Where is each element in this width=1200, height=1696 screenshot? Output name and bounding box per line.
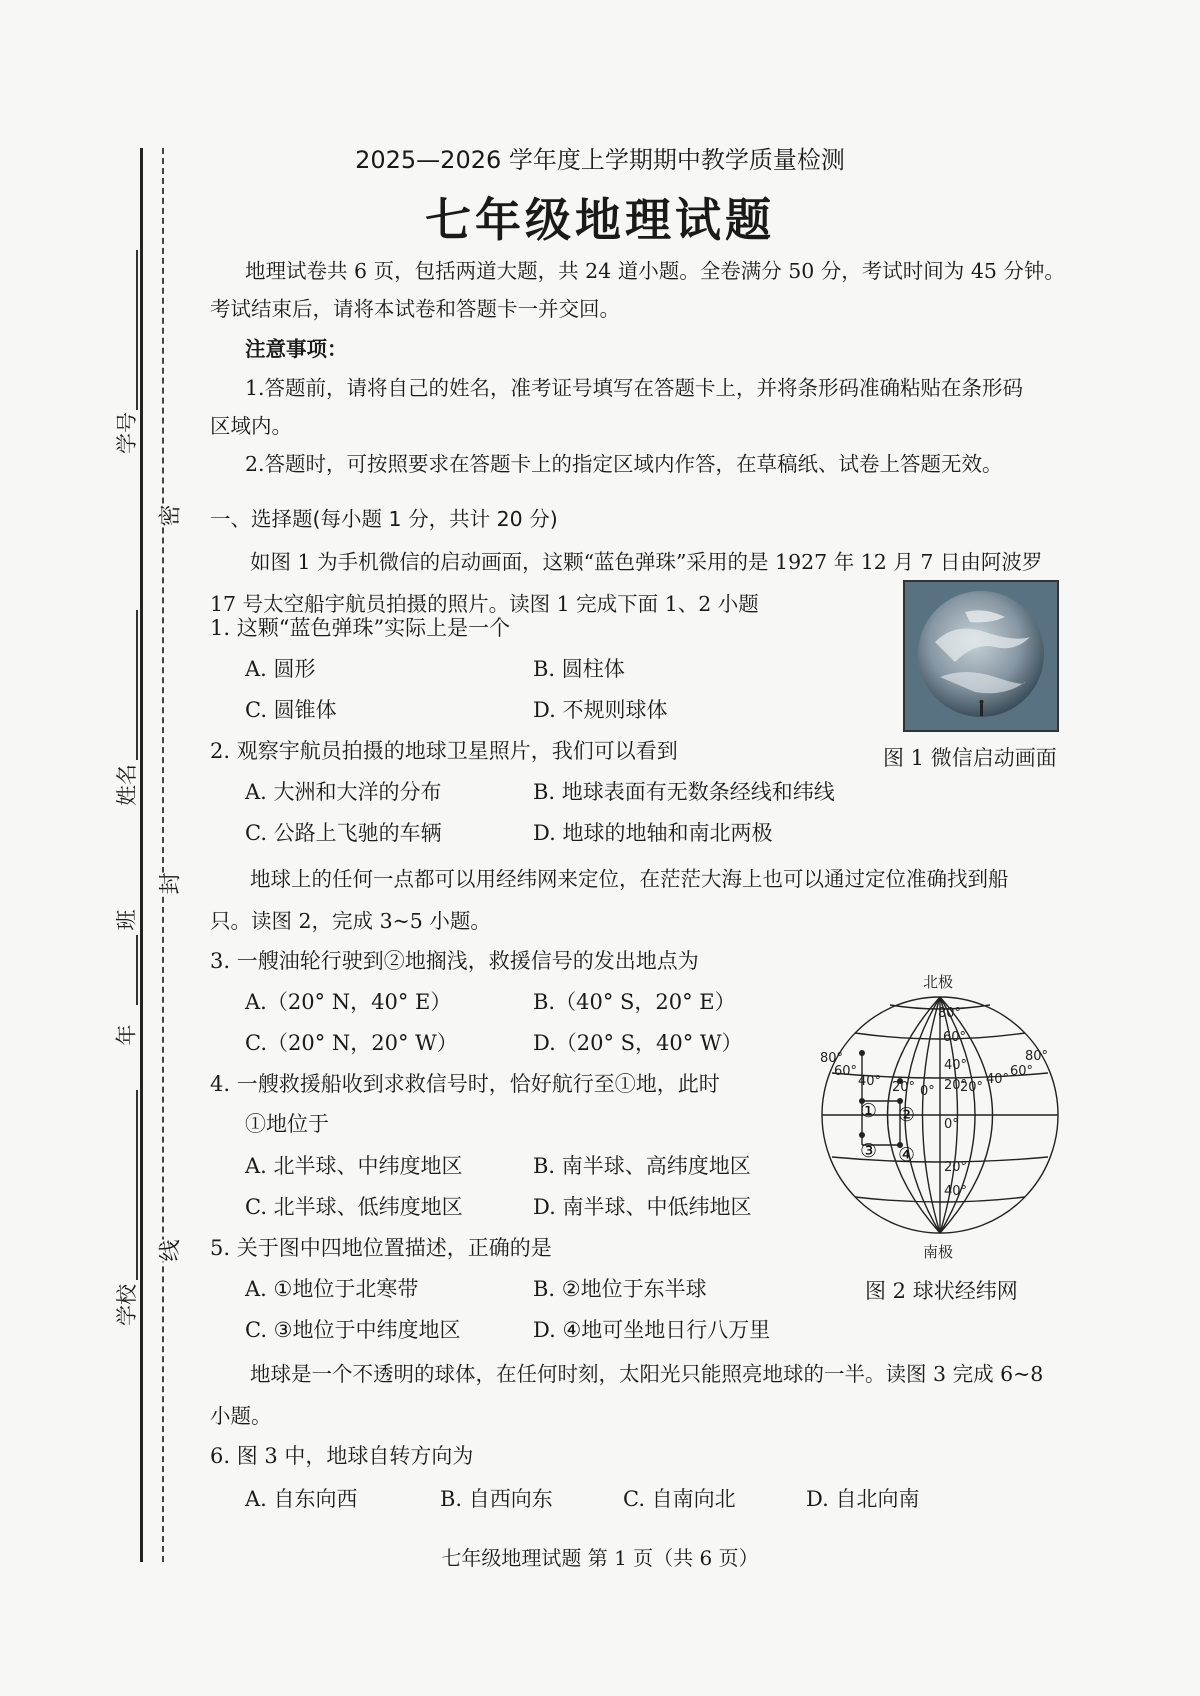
question-1-option-b: B. 圆柱体 — [533, 657, 625, 681]
question-4-option-d: D. 南半球、中低纬地区 — [533, 1195, 752, 1219]
figure-2-globe-graticule — [810, 965, 1070, 1265]
question-3-option-c: C.（20° N，20° W） — [245, 1031, 458, 1055]
question-6-option-c: C. 自南向北 — [623, 1487, 736, 1511]
question-5: 5. 关于图中四地位置描述，正确的是 — [210, 1236, 552, 1260]
point-2-label: ② — [898, 1104, 916, 1126]
seal-char-feng: 封 — [154, 872, 185, 894]
lon-label-0: 0° — [920, 1084, 935, 1099]
question-2-option-a: A. 大洲和大洋的分布 — [245, 780, 442, 804]
stem-2b: 只。读图 2，完成 3~5 小题。 — [210, 909, 491, 933]
question-3: 3. 一艘油轮行驶到②地搁浅，救援信号的发出地点为 — [210, 949, 699, 973]
point-4-label: ④ — [898, 1144, 916, 1166]
stem-3a: 地球是一个不透明的球体，在任何时刻，太阳光只能照亮地球的一半。读图 3 完成 6~8 — [250, 1362, 1044, 1386]
lon-label-60e: 60° — [1010, 1064, 1034, 1079]
question-2: 2. 观察宇航员拍摄的地球卫星照片，我们可以看到 — [210, 739, 678, 763]
lat-label-40: 40° — [944, 1058, 968, 1073]
school-underline — [136, 1090, 138, 1280]
question-6-option-d: D. 自北向南 — [806, 1487, 920, 1511]
point-3-label: ③ — [860, 1140, 878, 1162]
question-4: 4. 一艘救援船收到求救信号时，恰好航行至①地，此时 — [210, 1072, 720, 1096]
north-pole-label: 北极 — [923, 973, 954, 991]
stem-1b: 17 号太空船宇航员拍摄的照片。读图 1 完成下面 1、2 小题 — [210, 592, 759, 616]
intro-line-1: 地理试卷共 6 页，包括两道大题，共 24 道小题。全卷满分 50 分，考试时间为 45 分钟。 — [245, 259, 1065, 283]
question-5-option-c: C. ③地位于中纬度地区 — [245, 1318, 461, 1342]
stem-3b: 小题。 — [210, 1404, 272, 1428]
question-4-option-a: A. 北半球、中纬度地区 — [245, 1154, 463, 1178]
question-3-option-b: B.（40° S，20° E） — [533, 990, 736, 1014]
question-2-option-b: B. 地球表面有无数条经线和纬线 — [533, 780, 835, 804]
lon-label-40w: 40° — [858, 1074, 882, 1089]
lon-label-20w: 20° — [892, 1080, 916, 1095]
question-5-option-a: A. ①地位于北寒带 — [245, 1277, 419, 1301]
lon-label-80w: 80° — [820, 1051, 844, 1066]
lat-label-20s: 20° — [944, 1160, 968, 1175]
question-1-option-a: A. 圆形 — [245, 657, 316, 681]
lat-label-0: 0° — [944, 1117, 959, 1132]
lon-label-60w: 60° — [834, 1064, 858, 1079]
term-title: 2025—2026 学年度上学期期中教学质量检测 — [355, 146, 845, 174]
question-4-option-b: B. 南半球、高纬度地区 — [533, 1154, 751, 1178]
grade-underline — [136, 935, 138, 1005]
question-1-option-d: D. 不规则球体 — [533, 698, 668, 722]
section-1-heading: 一、选择题(每小题 1 分，共计 20 分) — [210, 507, 558, 531]
lon-label-40e: 40° — [986, 1072, 1010, 1087]
intro-line-2: 考试结束后，请将本试卷和答题卡一并交回。 — [210, 297, 620, 321]
name-underline — [136, 610, 138, 760]
question-1-option-c: C. 圆锥体 — [245, 698, 337, 722]
student-id-underline — [136, 250, 138, 410]
note-2: 2.答题时，可按照要求在答题卡上的指定区域内作答，在草稿纸、试卷上答题无效。 — [245, 452, 1003, 476]
binding-line-dashed — [162, 148, 164, 1562]
school-label: 学校 — [115, 1284, 139, 1326]
point-1-label: ① — [860, 1100, 878, 1122]
lon-label-80e: 80° — [1025, 1049, 1049, 1064]
class-label: 班 — [114, 909, 139, 931]
question-6-option-a: A. 自东向西 — [245, 1487, 358, 1511]
page-footer: 七年级地理试题 第 1 页（共 6 页） — [441, 1546, 759, 1570]
question-5-option-d: D. ④地可坐地日行八万里 — [533, 1318, 771, 1342]
question-4-cont: ①地位于 — [245, 1112, 329, 1136]
south-pole-label: 南极 — [923, 1243, 954, 1261]
question-6: 6. 图 3 中，地球自转方向为 — [210, 1444, 474, 1468]
seal-char-mi: 密 — [154, 504, 185, 526]
figure-1-caption: 图 1 微信启动画面 — [883, 746, 1057, 770]
question-6-option-b: B. 自西向东 — [440, 1487, 553, 1511]
question-5-option-b: B. ②地位于东半球 — [533, 1277, 707, 1301]
question-2-option-d: D. 地球的地轴和南北两极 — [533, 821, 773, 845]
lat-label-60: 60° — [943, 1030, 967, 1045]
student-id-label: 学号 — [115, 412, 139, 454]
notes-title: 注意事项： — [245, 337, 348, 361]
question-2-option-c: C. 公路上飞驰的车辆 — [245, 821, 442, 845]
binding-line-solid — [140, 148, 143, 1562]
figure-2-caption: 图 2 球状经纬网 — [865, 1279, 1018, 1303]
lat-label-40s: 40° — [944, 1184, 968, 1199]
grade-label: 年 — [114, 1024, 139, 1046]
question-3-option-a: A.（20° N，40° E） — [245, 990, 452, 1014]
stem-2a: 地球上的任何一点都可以用经纬网来定位，在茫茫大海上也可以通过定位准确找到船 — [250, 867, 1009, 891]
exam-title: 七年级地理试题 — [425, 193, 775, 247]
note-1b: 区域内。 — [210, 414, 292, 438]
question-3-option-d: D.（20° S，40° W） — [533, 1031, 743, 1055]
question-1: 1. 这颗“蓝色弹珠”实际上是一个 — [210, 616, 511, 640]
seal-char-xian: 线 — [154, 1239, 185, 1261]
lat-label-80: 80° — [938, 1006, 962, 1021]
note-1a: 1.答题前，请将自己的姓名，准考证号填写在答题卡上，并将条形码准确粘贴在条形码 — [245, 376, 1024, 400]
figure-1-earth-photo — [903, 580, 1059, 732]
stem-1a: 如图 1 为手机微信的启动画面，这颗“蓝色弹珠”采用的是 1927 年 12 月 7 日由阿波罗 — [250, 550, 1043, 574]
question-4-option-c: C. 北半球、低纬度地区 — [245, 1195, 463, 1219]
name-label: 姓名 — [115, 764, 139, 806]
lon-label-20e: 20° — [960, 1080, 984, 1095]
lat-label-20n: 20° — [944, 1078, 968, 1093]
